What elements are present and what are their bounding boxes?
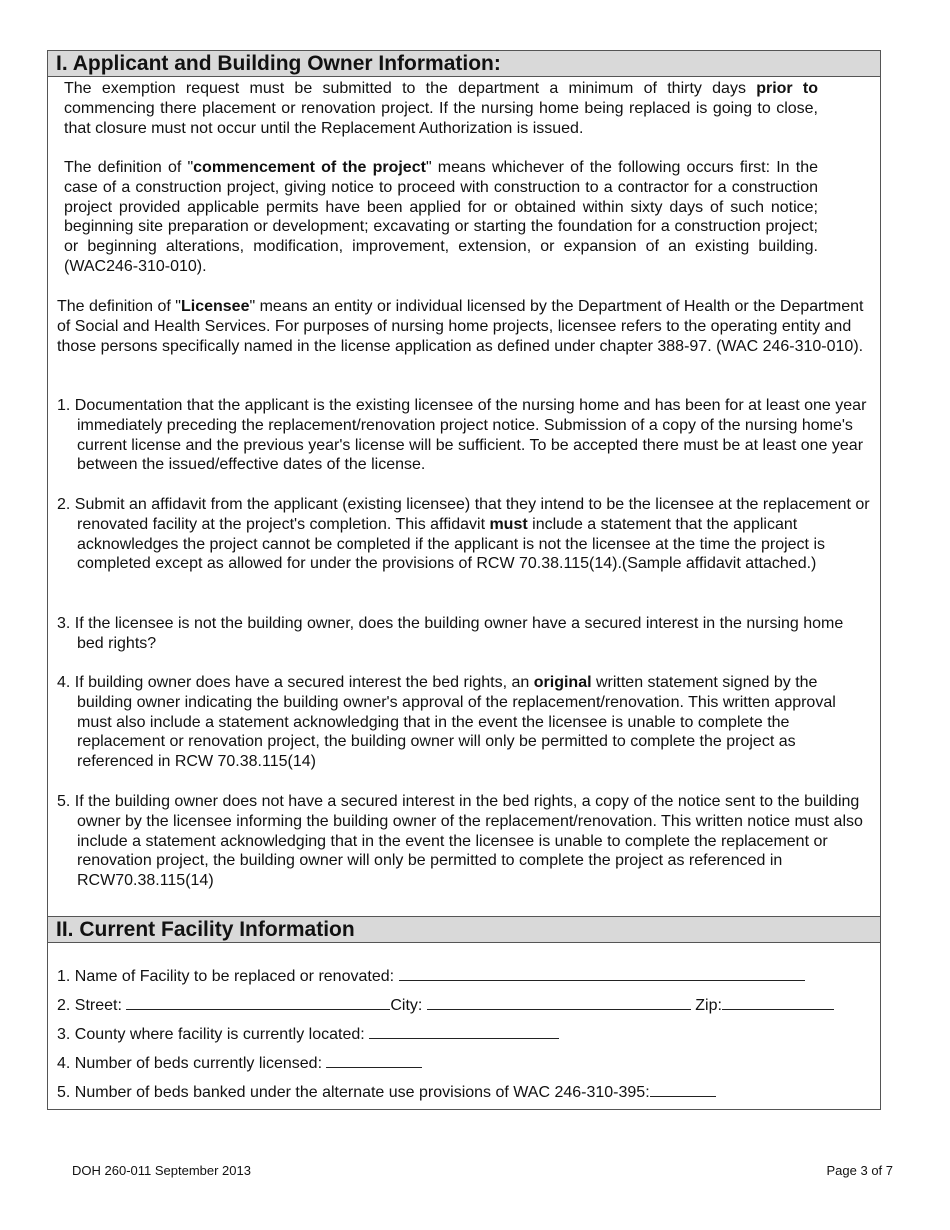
list-item-2: 2. Submit an affidavit from the applicant (existing licensee) that they intend to be the licensee at the replacement or renovated facility at the project's completion. This affidavit must include a statement that the applicant acknowledges the project cannot be completed if the applicant is not the licensee at the time the project is completed except as allowed for under the provisions of RCW 70.38.115(14).(Sample affidavit attached.) [57,496,870,573]
list-item-3: 3. If the licensee is not the building owner, does the building owner have a secured interest in the nursing home bed rights? [57,615,844,652]
list-item-5: 5. If the building owner does not have a secured interest in the bed rights, a copy of the notice sent to the building owner by the licensee informing the building owner of the replacement/renovation. This written notice must also include a statement acknowledging that in the event the licensee is unable to complete the replacement or renovation project, the building owner will only be permitted to complete the project as referenced in RCW70.38.115(14) [57,793,863,890]
section-heading: II. Current Facility Information [48,917,880,943]
paragraph-exemption-request: The exemption request must be submitted to the department a minimum of thirty days prior to commencing there placement or renovation project. If the nursing home being replaced is going to close, that closure must not occur until the Replacement Authorization is issued. [64,80,818,137]
field-beds-banked: 5. Number of beds banked under the alternate use provisions of WAC 246-310-395: [57,1081,716,1103]
list-item-1: 1. Documentation that the applicant is the existing licensee of the nursing home and has been for at least one year immediately preceding the replacement/renovation project notice. Submission of a copy of the nursing home's current license and the previous year's license will be sufficient. To be accepted there must be at least one year between the issued/effective dates of the license. [57,397,867,474]
paragraph-commencement-definition: The definition of "commencement of the project" means whichever of the following occurs first: In the case of a construction project, giving notice to proceed with construction to a contractor for a construction project provided applicable permits have been applied for or obtained within sixty days of such notice; beginning site preparation or development; excavating or starting the foundation for a construction project; or beginning alterations, modification, improvement, extension, or expansion of an existing building. (WAC246-310-010). [64,159,818,275]
page-number: Page 3 of 7 [826,1163,893,1178]
field-county: 3. County where facility is currently located: [57,1023,559,1045]
zip-input[interactable] [722,994,834,1010]
facility-name-input[interactable] [399,965,805,981]
field-facility-name: 1. Name of Facility to be replaced or renovated: [57,965,805,987]
section-current-facility [47,916,881,1110]
county-input[interactable] [369,1023,559,1039]
paragraph-licensee-definition: The definition of "Licensee" means an entity or individual licensed by the Department of Health or the Department of Social and Health Services. For purposes of nursing home projects, licensee refers to the operating entity and those persons specifically named in the license application as defined under chapter 388-97. (WAC 246-310-010). [57,298,864,355]
section-applicant-owner [47,50,881,917]
city-input[interactable] [427,994,691,1010]
beds-licensed-input[interactable] [326,1052,422,1068]
field-address: 2. Street: City: Zip: [57,994,834,1016]
section-heading: I. Applicant and Building Owner Information: [48,51,880,77]
field-beds-licensed: 4. Number of beds currently licensed: [57,1052,422,1074]
list-item-4: 4. If building owner does have a secured interest the bed rights, an original written statement signed by the building owner indicating the building owner's approval of the replacement/renovation. This written approval must also include a statement acknowledging that in the event the licensee is unable to complete the replacement or renovation project, the building owner will only be permitted to complete the project as referenced in RCW 70.38.115(14) [57,674,836,771]
beds-banked-input[interactable] [650,1081,716,1097]
street-input[interactable] [126,994,390,1010]
form-id: DOH 260-011 September 2013 [72,1163,251,1178]
